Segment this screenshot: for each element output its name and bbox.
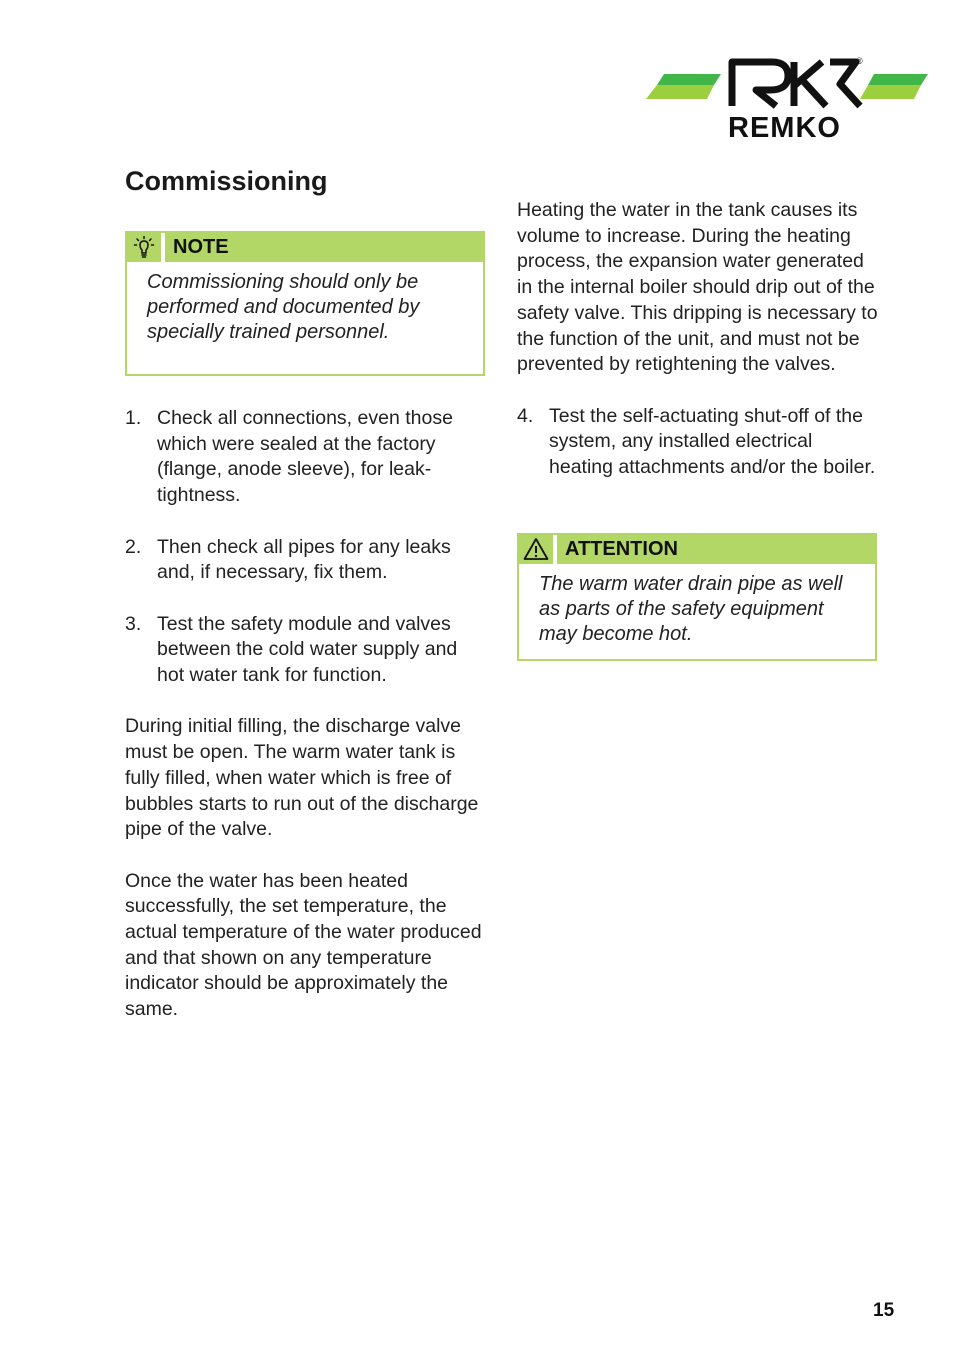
note-text: Commissioning should only be performed and documented by specially trained personnel. (147, 271, 420, 343)
list-item (125, 406, 487, 509)
note-box (125, 231, 485, 376)
list-number: 2. (125, 535, 142, 558)
list-text: Test the safety module and valves between the cold water supply and hot water tank for function. (157, 612, 458, 686)
right-column (517, 198, 879, 661)
attention-label: ATTENTION (565, 537, 678, 560)
list-text: Test the self-actuating shut-off of the system, any installed electrical heating attachments and/or the boiler. (549, 404, 876, 479)
initial-filling-paragraph: During initial filling, the discharge valve must be open. The warm water tank is fully filled, when water which is free of bubbles starts to run out of the discharge pipe of the valve. (125, 715, 479, 841)
remko-logo (644, 56, 930, 142)
list-number: 3. (125, 612, 142, 635)
list-text: Then check all pipes for any leaks and, if necessary, fix them. (157, 535, 451, 584)
svg-text:REMKO: REMKO (728, 112, 841, 142)
lightbulb-icon (127, 233, 165, 262)
warning-triangle-icon (519, 535, 557, 564)
list-item (125, 612, 487, 689)
note-header (127, 233, 483, 262)
list-text: Check all connections, even those which were sealed at the factory (flange, anode sleeve), for leak-tightness. (157, 407, 453, 507)
left-column (125, 231, 487, 1023)
list-item (517, 404, 879, 481)
svg-text:®: ® (856, 56, 863, 66)
page-title: Commissioning (125, 166, 328, 196)
expansion-paragraph: Heating the water in the tank causes its volume to increase. During the heating process, the expansion water generated in the internal boiler should drip out of the safety valve. This dripping is necessary to the function of the unit, and must not be prevented by retightening the valves. (517, 199, 878, 376)
attention-header (519, 535, 875, 564)
attention-text: The warm water drain pipe as well as parts of the safety equipment may become hot. (539, 572, 843, 645)
heated-paragraph: Once the water has been heated successfully, the set temperature, the actual temperature of the water produced and that shown on any temperature indicator should be approximately the same. (125, 869, 482, 1021)
note-label: NOTE (173, 236, 229, 258)
list-item (125, 535, 487, 586)
attention-box (517, 533, 877, 661)
list-number: 1. (125, 407, 142, 429)
page-number: 15 (873, 1300, 895, 1321)
list-number: 4. (517, 404, 534, 427)
